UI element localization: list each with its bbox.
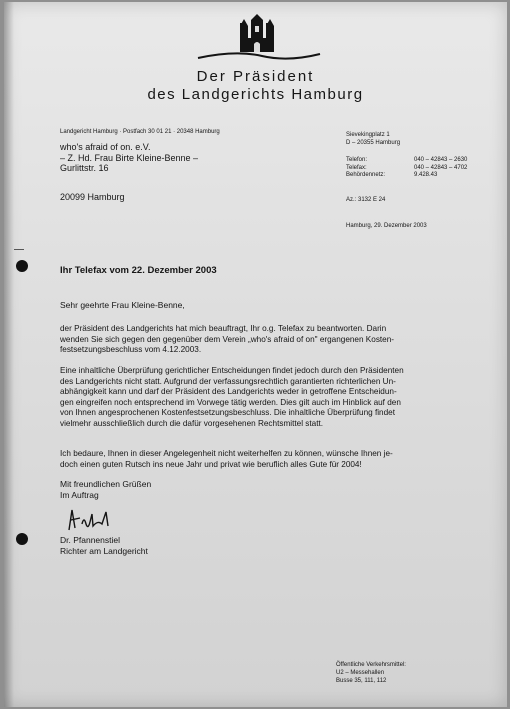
recipient-line: who's afraid of on. e.V. bbox=[60, 142, 151, 152]
fax-label: Telefax: bbox=[346, 164, 367, 171]
fax-number: 040 – 42843 – 4702 bbox=[414, 164, 468, 171]
phone-number: 040 – 42843 – 2630 bbox=[414, 157, 468, 163]
transport-line: U2 – Messehallen bbox=[336, 670, 385, 676]
fold-mark bbox=[14, 249, 24, 250]
body-line: abhängigkeit kann und darf der Präsident des Landgerichts weder in getroffene Entscheidun- bbox=[60, 387, 397, 396]
subject-line: Ihr Telefax vom 22. Dezember 2003 bbox=[60, 265, 217, 276]
letterhead-title: Der Präsident bbox=[196, 68, 315, 85]
court-street: Sievekingplatz 1 bbox=[346, 132, 390, 138]
letterhead-swoosh bbox=[196, 46, 322, 66]
phone-label: Telefon: bbox=[346, 157, 368, 163]
page-shadow bbox=[4, 2, 14, 707]
court-city: D – 20355 Hamburg bbox=[346, 139, 401, 146]
letterhead-subtitle: des Landgerichts Hamburg bbox=[147, 86, 364, 103]
salutation: Sehr geehrte Frau Kleine-Benne, bbox=[60, 300, 185, 310]
recipient-city: 20099 Hamburg bbox=[60, 192, 125, 202]
body-line: Eine inhaltliche Überprüfung gerichtlicher Entscheidungen findet jedoch durch den Präsidenten bbox=[60, 366, 404, 375]
signer-title: Richter am Landgericht bbox=[60, 545, 148, 556]
body-line: doch einen guten Rutsch ins neue Jahr und privat wie beruflich alles Gute für 2004! bbox=[60, 459, 362, 469]
closing bbox=[60, 479, 151, 500]
signer-name: Dr. Pfannenstiel bbox=[60, 535, 121, 545]
letter-page bbox=[4, 2, 507, 707]
letter-date: Hamburg, 29. Dezember 2003 bbox=[346, 223, 427, 229]
body-line: von Ihnen angesprochenen Kostenfestsetzungsbeschluss. Die inhaltliche Überprüfung findet bbox=[60, 408, 395, 417]
file-reference: Az.: 3132 E 24 bbox=[346, 197, 386, 203]
transport-line: Busse 35, 111, 112 bbox=[336, 678, 387, 684]
punch-hole bbox=[16, 260, 28, 272]
recipient-line: – Z. Hd. Frau Birte Kleine-Benne – bbox=[60, 152, 199, 163]
closing-line: Im Auftrag bbox=[60, 489, 99, 500]
body-paragraph bbox=[60, 449, 468, 470]
body-line: gen eingreifen noch entsprechend im Vorwege tätig werden. Dies gilt auch im Hinblick auf den bbox=[60, 397, 401, 407]
court-address bbox=[346, 132, 400, 147]
body-line: festsetzungsbeschluss vom 4.12.2003. bbox=[60, 345, 202, 354]
handwritten-signature bbox=[66, 506, 114, 534]
body-paragraph bbox=[60, 324, 468, 356]
public-transport-info bbox=[336, 661, 406, 685]
recipient-line: Gurlittstr. 16 bbox=[60, 163, 109, 173]
body-line: wenden Sie sich gegen den gegenüber dem Verein „who's afraid of on" ergangenen Kosten- bbox=[60, 334, 395, 344]
recipient-address bbox=[60, 142, 198, 174]
signer-block bbox=[60, 535, 148, 556]
transport-heading: Öffentliche Verkehrsmittel: bbox=[336, 662, 406, 668]
body-line: des Landgerichts nicht statt. Aufgrund der verfassungsrechtlich garantierten richterlichen Un- bbox=[60, 376, 396, 386]
punch-hole bbox=[16, 533, 28, 545]
body-paragraph bbox=[60, 366, 468, 429]
body-line: vielmehr ausschließlich durch die dafür vorgesehenen Rechtsmittel statt. bbox=[60, 418, 324, 428]
body-line: Ich bedaure, Ihnen in dieser Angelegenheit nicht weiterhelfen zu können, wünsche Ihnen je- bbox=[60, 449, 393, 458]
body-line: der Präsident des Landgerichts hat mich beauftragt, Ihr o.g. Telefax zu beantworten. Darin bbox=[60, 324, 387, 333]
authority-net-number: 9.428.43 bbox=[414, 172, 438, 178]
authority-net-label: Behördennetz: bbox=[346, 172, 386, 178]
sender-return-address: Landgericht Hamburg · Postfach 30 01 21 · 20348 Hamburg bbox=[60, 129, 220, 135]
closing-line: Mit freundlichen Grüßen bbox=[60, 479, 152, 489]
court-contact bbox=[346, 157, 467, 180]
